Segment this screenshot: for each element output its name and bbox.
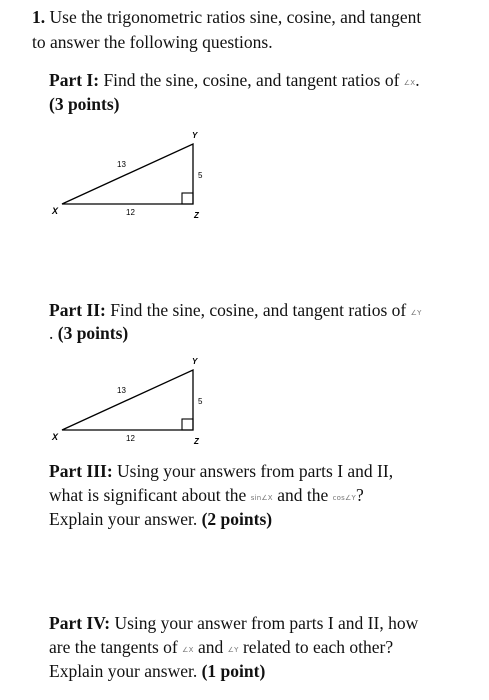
part3-points: (2 points) [201, 509, 273, 529]
part1-line1 [49, 69, 420, 94]
part4-line1 [49, 612, 418, 634]
part2-line1 [49, 299, 422, 324]
triangle-1-shape [62, 144, 193, 204]
triangle-2-vertex-z: Z [194, 437, 199, 446]
part2-line2 [49, 322, 128, 344]
part4-points: (1 point) [201, 661, 266, 681]
triangle-2-hypotenuse-label: 13 [117, 386, 126, 395]
triangle-2-vertex-x: X [52, 432, 59, 442]
part4-line2 [49, 636, 393, 661]
part3-line2 [49, 484, 364, 509]
part1-end: . [415, 70, 420, 90]
right-angle-marker-1 [182, 193, 193, 204]
part4-line3-text: Explain your answer. [49, 661, 198, 681]
part1-angle: ∠X [403, 79, 416, 87]
triangle-1-vertex-y: Y [192, 131, 198, 140]
part2-text: Find the sine, cosine, and tangent ratios of [110, 300, 407, 320]
part3-expr-sin-x: sin∠X [250, 494, 273, 502]
triangle-1-height-label: 5 [198, 171, 203, 180]
triangle-1-base-label: 12 [126, 208, 135, 217]
part3-line1 [49, 460, 393, 482]
part4-label: Part IV: [49, 613, 111, 633]
question-number: 1. [32, 7, 46, 27]
part4-line2-c: related to each other? [242, 637, 394, 657]
triangle-1-hypotenuse-label: 13 [117, 160, 126, 169]
question-intro-line2: to answer the following questions. [32, 32, 273, 52]
part4-line1-text: Using your answer from parts I and II, how [114, 613, 419, 633]
part4-angle-x: ∠X [182, 646, 194, 654]
triangle-2-shape [62, 370, 193, 430]
triangle-1-vertex-x: X [52, 206, 59, 216]
part2-line2-start: . [49, 323, 54, 343]
part2-label: Part II: [49, 300, 106, 320]
part2-points: (3 points) [57, 323, 129, 343]
part1-text: Find the sine, cosine, and tangent ratios of [103, 70, 400, 90]
question-intro-text: Use the trigonometric ratios sine, cosine, and tangent [49, 7, 422, 27]
part3-line1-text: Using your answers from parts I and II, [117, 461, 394, 481]
part4-angle-y: ∠Y [227, 646, 239, 654]
triangle-1-vertex-z: Z [194, 211, 199, 220]
part3-line3-text: Explain your answer. [49, 509, 198, 529]
part1-points: (3 points) [49, 94, 120, 114]
part1-label: Part I: [49, 70, 100, 90]
triangle-2-height-label: 5 [198, 397, 203, 406]
part3-line3 [49, 508, 272, 530]
right-angle-marker-2 [182, 419, 193, 430]
question-intro-line1 [32, 6, 421, 28]
part3-line2-b: and the [277, 485, 329, 505]
part4-line3 [49, 660, 265, 682]
part3-label: Part III: [49, 461, 113, 481]
triangle-2-vertex-y: Y [192, 357, 198, 366]
triangle-2-base-label: 12 [126, 434, 135, 443]
triangle-diagram-2 [40, 354, 220, 449]
triangle-diagram-1 [40, 128, 220, 223]
part4-line2-a: are the tangents of [49, 637, 178, 657]
part4-line2-b: and [198, 637, 224, 657]
part2-angle: ∠Y [410, 309, 422, 317]
part3-line2-a: what is significant about the [49, 485, 247, 505]
part3-expr-cos-y: cos∠Y [332, 494, 356, 502]
part3-line2-c: ? [355, 485, 364, 505]
